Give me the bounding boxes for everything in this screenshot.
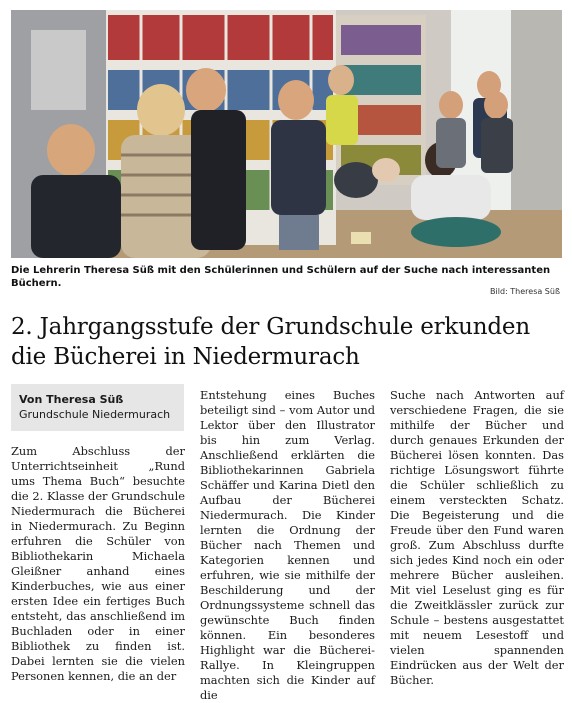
- photo-credit: Bild: Theresa Süß: [490, 287, 560, 296]
- byline-organization: Grundschule Niedermurach: [19, 408, 171, 421]
- article-photo: [11, 10, 562, 258]
- article-column-2: [200, 388, 375, 703]
- library-photo-illustration: [11, 10, 562, 258]
- article-headline: 2. Jahrgangsstufe der Grundschule erkunden die Bücherei in Niedermurach: [11, 314, 530, 370]
- article-text-column-1: Zum Abschluss der Unterrichtseinheit „Rund ums Thema Buch“ besuchte die 2. Klasse der Grundschule Niedermurach die Bücherei in Niedermurach. Zu Beginn erfuhren die Schüler von Bibliothekarin Michaela Gleißner anhand eines Kinderbuches, wie aus einer ersten Idee ein fertiges Buch entsteht, das anschließend im Buchladen oder in einer Bibliothek zu finden ist. Dabei lernten sie die vielen Personen kennen, die an der: [11, 444, 185, 683]
- byline-box: [11, 384, 184, 431]
- byline-author: Von Theresa Süß: [19, 393, 124, 406]
- article-text-column-3: Suche nach Antworten auf verschiedene Fragen, die sie mithilfe der Bücher und durch genaues Erkunden der Bücherei lösen konnten. Das richtige Lösungswort führte die Schüler schließlich zu einem versteckten Schatz. Die Begeisterung und die Freude über den Fund waren groß. Zum Abschluss durfte sich jedes Kind noch ein oder mehrere Bücher ausleihen. Mit viel Leselust ging es für die Zweitklässler zurück zur Schule – bestens ausgestattet mit neuem Lesestoff und vielen spannenden Eindrücken aus der Welt der Bücher.: [390, 388, 564, 687]
- article-column-1: [11, 444, 185, 684]
- photo-caption: Die Lehrerin Theresa Süß mit den Schülerinnen und Schülern auf der Suche nach interessanten Büchern.: [11, 265, 551, 289]
- article-column-3: [390, 388, 564, 688]
- article-text-column-2: Entstehung eines Buches beteiligt sind – vom Autor und Lektor über den Illustrator bis hin zum Verlag. Anschließend erklärten die Bibliothekarinnen Gabriela Schäffer und Karina Dietl den Aufbau der Bücherei Niedermurach. Die Kinder lernten die Ordnung der Bücher nach Themen und Kategorien kennen und erfuhren, wie sie mithilfe der Beschilderung und der Ordnungssysteme schnell das gewünschte Buch finden können. Ein besonderes Highlight war die Bücherei-Rallye. In Kleingruppen machten sich die Kinder auf die: [200, 388, 375, 702]
